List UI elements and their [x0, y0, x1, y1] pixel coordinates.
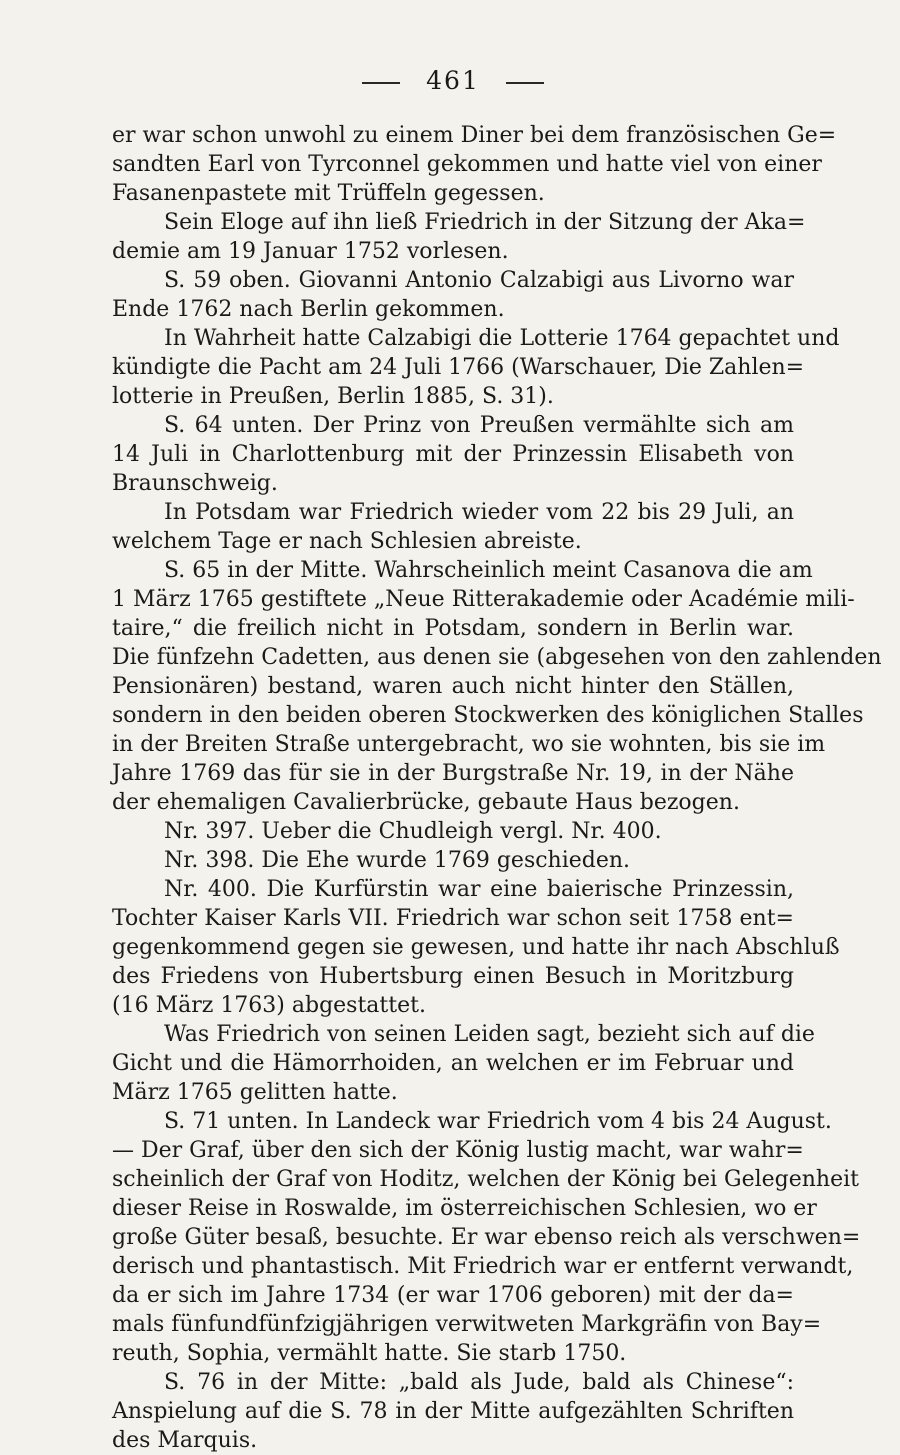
text-line: Nr. 397. Ueber die Chudleigh vergl. Nr. 400.: [164, 819, 662, 844]
text-line: sandten Earl von Tyrconnel gekommen und hatte viel von einer: [112, 152, 822, 177]
text-line: Anspielung auf die S. 78 in der Mitte aufgezählten Schriften: [112, 1399, 794, 1424]
text-line: dieser Reise in Roswalde, im österreichischen Schlesien, wo er: [112, 1196, 817, 1221]
text-line: in der Breiten Straße untergebracht, wo sie wohnten, bis sie im: [112, 732, 826, 757]
text-line: Fasanenpastete mit Trüffeln gegessen.: [112, 181, 545, 206]
text-line: Was Friedrich von seinen Leiden sagt, bezieht sich auf die: [164, 1022, 815, 1047]
text-line: große Güter besaß, besuchte. Er war ebenso reich als verschwen=: [112, 1225, 861, 1250]
text-line: Nr. 398. Die Ehe wurde 1769 geschieden.: [164, 848, 631, 873]
text-line: der ehemaligen Cavalierbrücke, gebaute Haus bezogen.: [112, 790, 740, 815]
text-line: taire,“ die freilich nicht in Potsdam, sondern in Berlin war.: [112, 616, 794, 641]
text-line: des Friedens von Hubertsburg einen Besuch in Moritzburg: [112, 964, 794, 989]
text-line: (16 März 1763) abgestattet.: [112, 993, 426, 1018]
text-line: In Wahrheit hatte Calzabigi die Lotterie 1764 gepachtet und: [164, 326, 840, 351]
text-line: mals fünfundfünfzigjährigen verwitweten Markgräfin von Bay=: [112, 1312, 822, 1337]
text-line: sondern in den beiden oberen Stockwerken des königlichen Stalles: [112, 703, 864, 728]
text-line: welchem Tage er nach Schlesien abreiste.: [112, 529, 582, 554]
text-line: 14 Juli in Charlottenburg mit der Prinzessin Elisabeth von: [112, 442, 794, 467]
text-line: reuth, Sophia, vermählt hatte. Sie starb 1750.: [112, 1341, 627, 1366]
text-line: Tochter Kaiser Karls VII. Friedrich war schon seit 1758 ent=: [112, 906, 794, 931]
text-line: Ende 1762 nach Berlin gekommen.: [112, 297, 505, 322]
text-line: Jahre 1769 das für sie in der Burgstraße Nr. 19, in der Nähe: [112, 761, 794, 786]
text-line: Pensionären) bestand, waren auch nicht hinter den Ställen,: [112, 674, 794, 699]
text-line: S. 64 unten. Der Prinz von Preußen vermählte sich am: [164, 413, 794, 438]
text-line: da er sich im Jahre 1734 (er war 1706 geboren) mit der da=: [112, 1283, 794, 1308]
text-line: S. 59 oben. Giovanni Antonio Calzabigi aus Livorno war: [164, 268, 794, 293]
text-line: März 1765 gelitten hatte.: [112, 1080, 398, 1105]
text-line: S. 71 unten. In Landeck war Friedrich vom 4 bis 24 August.: [164, 1109, 832, 1134]
page-number: 461: [426, 66, 480, 95]
text-line: Sein Eloge auf ihn ließ Friedrich in der Sitzung der Aka=: [164, 210, 806, 235]
text-line: scheinlich der Graf von Hoditz, welchen der König bei Gelegenheit: [112, 1167, 859, 1192]
text-line: Nr. 400. Die Kurfürstin war eine baierische Prinzessin,: [164, 877, 794, 902]
text-line: gegenkommend gegen sie gewesen, und hatte ihr nach Abschluß: [112, 935, 840, 960]
text-line: 1 März 1765 gestiftete „Neue Ritterakademie oder Académie mili-: [112, 587, 855, 612]
text-line: kündigte die Pacht am 24 Juli 1766 (Warschauer, Die Zahlen=: [112, 355, 805, 380]
page-header: [112, 66, 794, 95]
text-line: des Marquis.: [112, 1428, 258, 1453]
text-line: derisch und phantastisch. Mit Friedrich war er entfernt verwandt,: [112, 1254, 854, 1279]
header-dash-right: [506, 82, 544, 84]
header-dash-left: [362, 82, 400, 84]
text-line: S. 76 in der Mitte: „bald als Jude, bald als Chinese“:: [164, 1370, 794, 1395]
text-line: — Der Graf, über den sich der König lustig macht, war wahr=: [112, 1138, 804, 1163]
text-line: Braunschweig.: [112, 471, 278, 496]
text-line: er war schon unwohl zu einem Diner bei dem französischen Ge=: [112, 123, 837, 148]
text-line: In Potsdam war Friedrich wieder vom 22 bis 29 Juli, an: [164, 500, 794, 525]
text-line: Die fünfzehn Cadetten, aus denen sie (abgesehen von den zahlenden: [112, 645, 882, 670]
text-line: S. 65 in der Mitte. Wahrscheinlich meint Casanova die am: [164, 558, 813, 583]
text-line: demie am 19 Januar 1752 vorlesen.: [112, 239, 509, 264]
body-text: [112, 121, 882, 1455]
text-line: Gicht und die Hämorrhoiden, an welchen er im Februar und: [112, 1051, 794, 1076]
text-line: lotterie in Preußen, Berlin 1885, S. 31).: [112, 384, 554, 409]
